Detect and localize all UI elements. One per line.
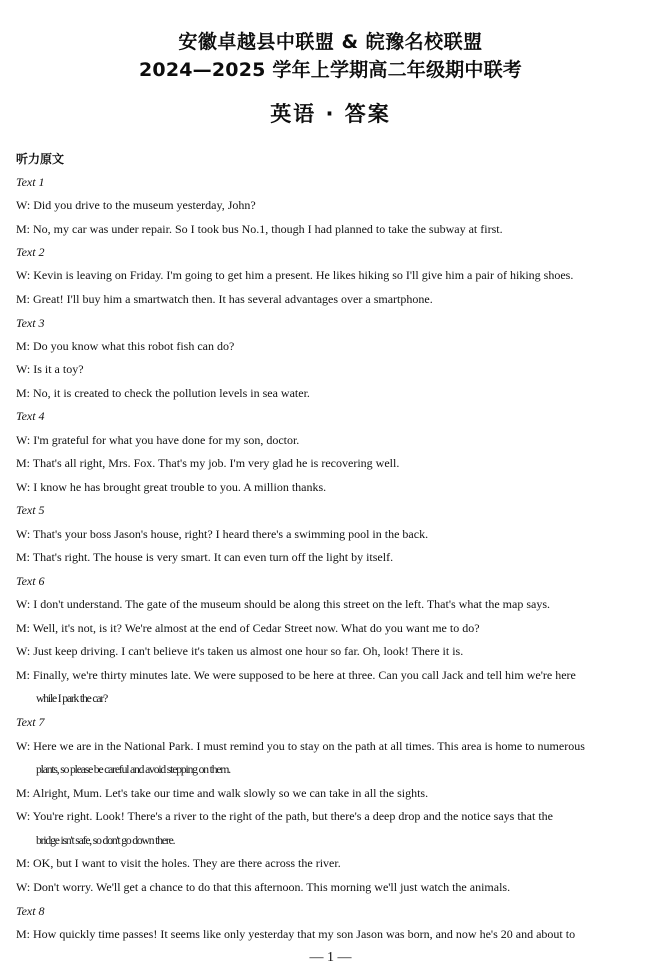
dialogue-line: W: That's your boss Jason's house, right? I heard there's a swimming pool in the back.: [16, 527, 429, 541]
dialogue-line: W: I'm grateful for what you have done for my son, doctor.: [16, 433, 300, 447]
dialogue-line: M: Finally, we're thirty minutes late. We were supposed to be here at three. Can you call Jack and tell him we're here: [16, 668, 576, 682]
dialogue-line: W: I know he has brought great trouble to you. A million thanks.: [16, 480, 327, 494]
dialogue-continuation: while I park the car?: [36, 691, 108, 705]
text-label: Text 1: [16, 175, 45, 189]
subject-title: 英语 · 答案: [270, 102, 391, 126]
text-label: Text 3: [16, 316, 45, 330]
dialogue-line: W: You're right. Look! There's a river to the right of the path, but there's a deep drop and the notice says that the: [16, 809, 554, 823]
dialogue-line: M: OK, but I want to visit the holes. They are there across the river.: [16, 856, 341, 870]
text-label: Text 6: [16, 574, 45, 588]
text-label: Text 7: [16, 715, 45, 729]
alliance-title: 安徽卓越县中联盟 & 皖豫名校联盟: [178, 31, 483, 53]
text-label: Text 5: [16, 503, 45, 517]
page-number: — 1 —: [309, 950, 352, 965]
dialogue-line: M: Great! I'll buy him a smartwatch then. It has several advantages over a smartphone.: [16, 292, 433, 306]
dialogue-continuation: plants, so please be careful and avoid stepping on them.: [36, 762, 230, 776]
dialogue-line: W: Here we are in the National Park. I must remind you to stay on the path at all times. This area is home to numerous: [16, 739, 585, 753]
dialogue-line: W: I don't understand. The gate of the museum should be along this street on the left. That's what the map says.: [16, 597, 550, 611]
dialogue-line: W: Did you drive to the museum yesterday, John?: [16, 198, 256, 212]
dialogue-line: M: That's right. The house is very smart. It can even turn off the light by itself.: [16, 550, 394, 564]
dialogue-line: M: That's all right, Mrs. Fox. That's my job. I'm very glad he is recovering well.: [16, 456, 400, 470]
dialogue-line: W: Is it a toy?: [16, 362, 84, 376]
dialogue-continuation: bridge isn't safe, so don't go down there.: [36, 833, 175, 847]
text-label: Text 4: [16, 409, 45, 423]
dialogue-line: M: Do you know what this robot fish can do?: [16, 339, 235, 353]
dialogue-line: W: Just keep driving. I can't believe it's taken us almost one hour so far. Oh, look! There it is.: [16, 644, 464, 658]
dialogue-line: W: Don't worry. We'll get a chance to do that this afternoon. This morning we'll just watch the animals.: [16, 880, 511, 894]
dialogue-line: M: Well, it's not, is it? We're almost at the end of Cedar Street now. What do you want me to do?: [16, 621, 480, 635]
exam-title: 2024—2025 学年上学期高二年级期中联考: [139, 59, 522, 81]
text-label: Text 8: [16, 904, 45, 918]
dialogue-line: M: How quickly time passes! It seems like only yesterday that my son Jason was born, and now he's 20 and about to: [16, 927, 576, 941]
dialogue-line: M: Alright, Mum. Let's take our time and walk slowly so we can take in all the sights.: [16, 786, 429, 800]
dialogue-line: M: No, it is created to check the pollution levels in sea water.: [16, 386, 310, 400]
dialogue-line: W: Kevin is leaving on Friday. I'm going to get him a present. He likes hiking so I'll give him a pair of hiking shoes.: [16, 268, 574, 282]
section-heading: 听力原文: [16, 152, 65, 166]
text-label: Text 2: [16, 245, 45, 259]
dialogue-line: M: No, my car was under repair. So I took bus No.1, though I had planned to take the subway at first.: [16, 222, 503, 236]
